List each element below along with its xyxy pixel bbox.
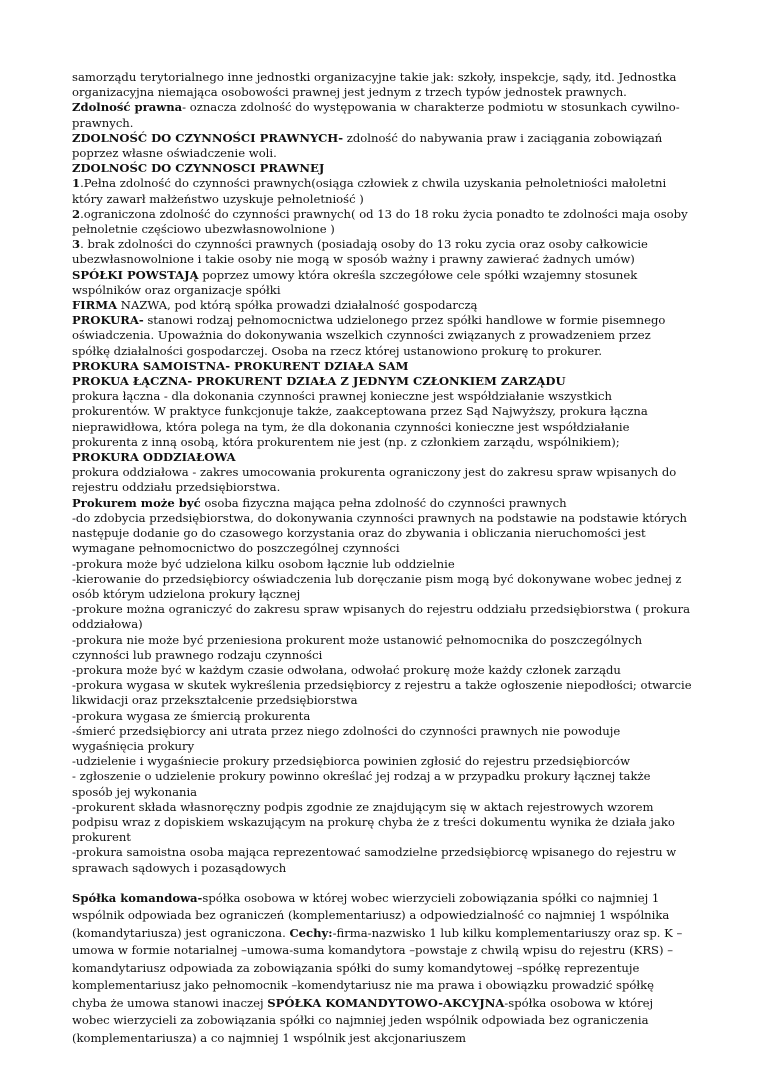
firma-paragraph [72,298,692,313]
list-item: -prokura może być w każdym czasie odwołana, odwołać prokurę może każdy członek zarządu [72,662,621,677]
paragraph-spacer [72,876,692,890]
prokurem-text: osoba fizyczna mająca pełna zdolność do czynności prawnych [200,495,567,510]
prokura-text: stanowi rodzaj pełnomocnictwa udzielonego przez spółki handlowe w formie pisemnego oświadczenia. Upoważnia do dokonywania wszelkich czynności związanych z prowadzeniem przez spółkę działalności gospodarczej. Osoba na rzecz której ustanowiono prokurę to prokurer. [72,313,666,358]
list-item: -prokura nie może być przeniesiona prokurent może ustanowić pełnomocnika do poszczególnych czynności lub prawnego rodzaju czynności [72,632,643,662]
prokura-laczna-text: prokura łączna - dla dokonania czynności prawnej konieczne jest współdziałanie wszystkich prokurentów. W praktyce funkcjonuje także, zaakceptowana przez Sąd Najwyższy, prokura łączna nieprawidłowa, która polega na tym, że dla dokonania czynności konieczne jest współdziałanie prokurenta z inną osobą, która prokurentem nie jest (np. z członkiem zarządu, wspólnikiem); [72,389,648,449]
zdolnosc-prawna-title: Zdolność prawna [72,100,183,115]
list-item: -kierowanie do przedsiębiorcy oświadczenia lub doręczanie pism mogą być dokonywane wobec jednej z osób którym udzielona prokury łącznej [72,571,682,601]
ska-title: SPÓŁKA KOMANDYTOWO-AKCYJNA [267,995,505,1010]
zdolnosc-czynnosci-paragraph [72,131,692,161]
prokura-oddzialowa-heading: PROKURA ODDZIAŁOWA [72,450,236,465]
zdolnosc-prawna-paragraph [72,100,692,130]
item-text: . brak zdolności do czynności prawnych (posiadają osoby do 13 roku zycia oraz osoby całkowicie ubezwłasnowolnione i takie osoby nie mogą w sposób ważny i prawny zawierać żadnych umów) [72,237,648,267]
list-item: -prokura może być udzielona kilku osobom łącznie lub oddzielnie [72,556,455,571]
spolki-paragraph [72,268,692,298]
cechy-text: -firma-nazwisko 1 lub kilku komplementariuszy oraz sp. K –umowa w formie notarialnej –umowa-suma komandytora –powstaje z chwilą wpisu do rejestru (KRS) –komandytariusz odpowiada za zobowiązania spółki do sumy komandytowej –spółkę reprezentuje komplementariusz jako pełnomocnik –komendytariusz nie ma prawa i obowiązku prowadzić spółkę chyba że umowa stanowi inaczej [72,925,683,1010]
list-item: -udzielenie i wygaśniecie prokury przedsiębiorca powinien zgłosić do rejestru przedsiębiorców [72,754,631,769]
prokura-laczna-heading: PROKUA ŁĄCZNA- PROKURENT DZIAŁA Z JEDNYM CZŁONKIEM ZARZĄDU [72,374,566,389]
prokura-samoistna-heading: PROKURA SAMOISTNA- PROKURENT DZIAŁA SAM [72,358,409,373]
item-number: 2 [72,206,81,221]
prokura-paragraph [72,313,692,359]
zdolnosc-czynnosci-title: ZDOLNOŚĆ DO CZYNNOŚCI PRAWNYCH- [72,130,344,145]
list-item: -prokura wygasa ze śmiercią prokurenta [72,708,311,723]
komandytowa-title: Spółka komandowa- [72,890,203,905]
spolki-text: poprzez umowy która określa szczegółowe cele spółki wzajemny stosunek wspólników oraz organizacje spółki [72,267,638,297]
spolki-title: SPÓŁKI POWSTAJĄ [72,267,199,282]
item-number: 1 [72,176,81,191]
item-number: 3 [72,237,81,252]
intro-text: samorządu terytorialnego inne jednostki organizacyjne takie jak: szkoły, inspekcje, sądy, itd. Jednostka organizacyjna niemająca osobowości prawnej jest jednym z trzech typów jednostek prawnych. [72,70,677,100]
list-item: -prokure można ograniczyć do zakresu spraw wpisanych do rejestru oddziału przedsiębiorstwa ( prokura oddziałowa) [72,602,691,632]
list-item-2 [72,207,692,237]
intro-paragraph [72,70,692,100]
list-item: -prokurent składa własnoręczny podpis zgodnie ze znajdującym się w aktach rejestrowych wzorem podpisu wraz z dopiskiem wskazującym na prokurę chyba że z treści dokumentu wynika że działa jako prokurent [72,799,675,845]
ska-text: -spółka osobowa w której wobec wierzycieli za zobowiązania spółki co najmniej jeden wspólnik odpowiada bez ograniczenia (komplementariusza) a co najmniej 1 wspólnik jest akcjonariuszem [72,995,654,1045]
list-item: -śmierć przedsiębiorcy ani utrata przez niego zdolności do czynności prawnych nie powoduje wygaśnięcia prokury [72,723,621,753]
komandytowa-text: spółka osobowa w której wobec wierzycieli zobowiązania spółki co najmniej 1 wspólnik odpowiada bez ograniczeń (komplementariusz) a odpowiedzialność co najmniej 1 wspólnika (komandytariusza) jest ograniczona. [72,890,670,940]
item-text: .ograniczona zdolność do czynności prawnych( od 13 do 18 roku życia ponadto te zdolności maja osoby pełnoletnie częściowo ubezwłasnowolnione ) [72,206,688,237]
list-item-1 [72,176,692,206]
item-text: .Pełna zdolność do czynności prawnych(osiąga człowiek z chwila uzyskania pełnoletniości małoletni który zawarł małżeństwo uzyskuje pełnoletniość ) [72,176,667,206]
list-item: -prokura samoistna osoba mająca reprezentować samodzielne przedsiębiorcę wpisanego do rejestru w sprawach sądowych i pozasądowych [72,845,677,875]
document-page [72,70,692,1047]
list-item: - zgłoszenie o udzielenie prokury powinno określać jej rodzaj a w przypadku prokury łącznej także sposób jej wykonania [72,769,651,799]
bullet-list [72,511,692,876]
list-item-3 [72,237,692,267]
prokurem-paragraph [72,496,692,511]
komandytowa-paragraph [72,890,692,1048]
firma-title: FIRMA [72,298,118,313]
prokura-title: PROKURA- [72,313,144,328]
list-item: -prokura wygasa w skutek wykreślenia przedsiębiorcy z rejestru a także ogłoszenie niepodłości; otwarcie likwidacji oraz przekształcenie przedsiębiorstwa [72,678,692,708]
zdolnosc-czynnosci-text: zdolność do nabywania praw i zaciągania zobowiązań poprzez własne oświadczenie woli. [72,130,663,161]
cechy-title: Cechy: [289,925,333,940]
prokurem-title: Prokurem może być [72,495,201,510]
list-item: -do zdobycia przedsiębiorstwa, do dokonywania czynności prawnych na podstawie na podstawie których następuje dodanie go do czasowego korzystania oraz do zbywania i obliczania nieruchomości jest wymagane pełnomocnictwo do poszczególnej czynności [72,510,687,556]
zdolnosc-prawna-text: - oznacza zdolność do występowania w charakterze podmiotu w stosunkach cywilno-prawnych. [72,100,680,130]
firma-text: NAZWA, pod którą spółka prowadzi działalność gospodarczą [117,298,478,313]
prokura-oddzialowa-text: prokura oddziałowa - zakres umocowania prokurenta ograniczony jest do zakresu spraw wpisanych do rejestru oddziału przedsiębiorstwa. [72,465,677,495]
zdolnosc-heading: ZDOLNOŚC DO CZYNNOSCI PRAWNEJ [72,161,325,176]
